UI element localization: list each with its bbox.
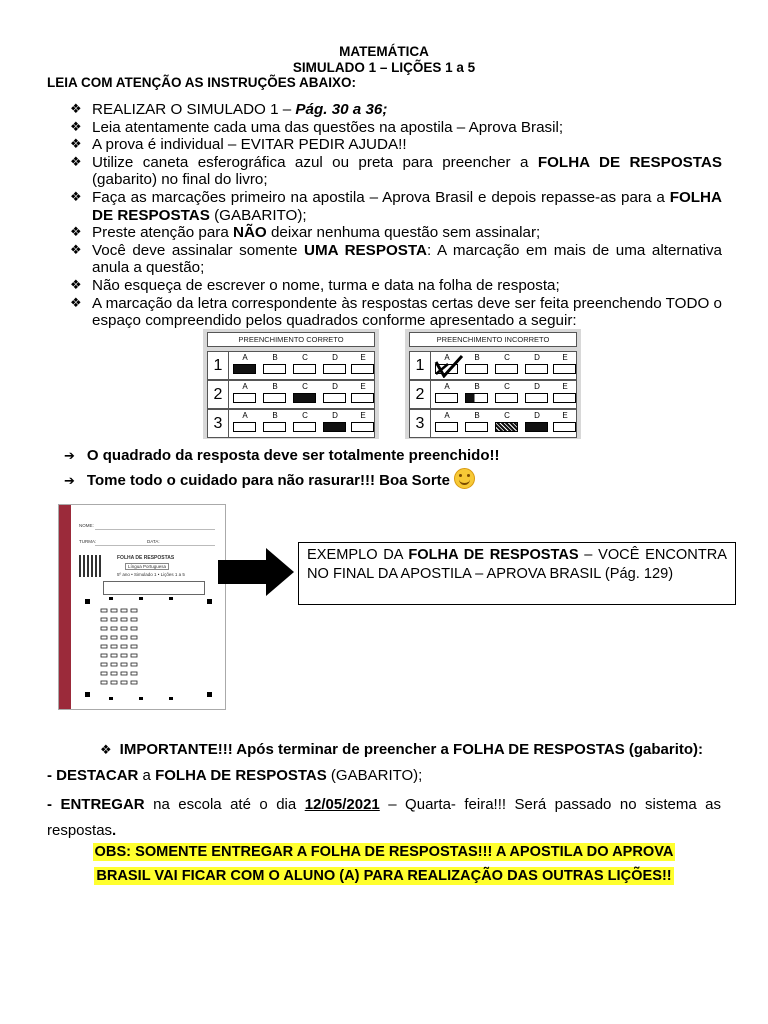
answer-box-scribbled	[495, 422, 518, 432]
option-letter: C	[302, 382, 308, 391]
example-row	[207, 351, 375, 380]
answer-box	[233, 393, 256, 403]
detach-instruction: - DESTACAR a FOLHA DE RESPOSTAS (GABARITO);	[47, 767, 423, 784]
option-letter: A	[242, 353, 248, 362]
answer-box	[553, 364, 576, 374]
big-arrow-right-icon	[216, 546, 296, 598]
answer-box	[435, 422, 458, 432]
list-item: ❖ A prova é individual – EVITAR PEDIR AJUDA!!	[70, 136, 722, 154]
example-row	[409, 380, 577, 409]
answer-box	[465, 422, 488, 432]
answer-box	[525, 393, 548, 403]
answer-box	[495, 393, 518, 403]
option-letter: E	[562, 411, 568, 420]
option-letter: B	[272, 411, 278, 420]
option-letter: C	[504, 353, 510, 362]
answer-box	[351, 422, 374, 432]
answer-box	[233, 422, 256, 432]
list-item: ❖ Você deve assinalar somente UMA RESPOSTA: A marcação em mais de uma alternativa anula a questão;	[70, 242, 722, 277]
option-letter: A	[242, 411, 248, 420]
list-item: ❖ Faça as marcações primeiro na apostila – Aprova Brasil e depois repasse-as para a FOLHA DE RESPOSTAS (GABARITO);	[70, 189, 722, 224]
option-letter: D	[534, 353, 540, 362]
answer-box	[465, 364, 488, 374]
answer-box	[495, 364, 518, 374]
instructions-list	[70, 101, 722, 330]
subject-title: MATEMÁTICA	[339, 44, 429, 59]
option-letter: D	[534, 382, 540, 391]
incorrect-fill-title: PREENCHIMENTO INCORRETO	[409, 332, 577, 347]
option-letter: C	[504, 411, 510, 420]
smiley-icon	[454, 468, 475, 489]
option-letter: D	[332, 382, 338, 391]
answer-box	[553, 393, 576, 403]
important-heading: ❖ IMPORTANTE!!! Após terminar de preencher a FOLHA DE RESPOSTAS (gabarito):	[100, 741, 704, 758]
option-letter: D	[534, 411, 540, 420]
row-number: 3	[208, 410, 229, 437]
answer-box	[323, 364, 346, 374]
arrow-right-icon: ➔	[64, 474, 75, 489]
diamond-bullet-icon: ❖	[100, 743, 112, 758]
answer-sheet-note-box: EXEMPLO DA FOLHA DE RESPOSTAS – VOCÊ ENCONTRA NO FINAL DA APOSTILA – APROVA BRASIL (Pág. 129)	[298, 542, 736, 605]
sheet-side-stripe	[59, 505, 71, 709]
answer-box	[435, 393, 458, 403]
option-letter: D	[332, 353, 338, 362]
correct-fill-example	[203, 329, 379, 439]
sheet-title: FOLHA DE RESPOSTAS	[117, 555, 175, 561]
row-number: 2	[410, 381, 431, 408]
row-number: 1	[410, 352, 431, 379]
sheet-date-label: DATA:	[147, 539, 160, 544]
list-item: ❖ Leia atentamente cada uma das questões na apostila – Aprova Brasil;	[70, 119, 722, 137]
example-row	[409, 409, 577, 438]
answer-box-filled	[323, 422, 346, 432]
option-letter: A	[242, 382, 248, 391]
answer-box	[525, 364, 548, 374]
row-number: 3	[410, 410, 431, 437]
sheet-course: 5º ano • Simulado 1 • Lições 1 a 5	[117, 572, 185, 577]
sheet-name-label: NOME:	[79, 523, 94, 528]
list-item: ❖ A marcação da letra correspondente às respostas certas deve ser feita preenchendo TODO o espaço compreendido pelos quadrados conforme apresentado a seguir:	[70, 295, 722, 330]
arrow-right-icon: ➔	[64, 449, 75, 464]
option-letter: B	[474, 382, 480, 391]
option-letter: A	[444, 411, 450, 420]
answer-box	[263, 393, 286, 403]
row-number: 1	[208, 352, 229, 379]
option-letter: B	[272, 353, 278, 362]
answer-box	[263, 422, 286, 432]
answer-box-partial	[465, 393, 488, 403]
option-letter: C	[504, 382, 510, 391]
list-item: ❖ Utilize caneta esferográfica azul ou preta para preencher a FOLHA DE RESPOSTAS (gabarito) no final do livro;	[70, 154, 722, 189]
correct-fill-title: PREENCHIMENTO CORRETO	[207, 332, 375, 347]
sheet-sample-box	[103, 581, 205, 595]
answer-box	[553, 422, 576, 432]
note-no-erasing: ➔ Tome todo o cuidado para não rasurar!!! Boa Sorte	[64, 468, 475, 489]
option-letter: B	[474, 411, 480, 420]
option-letter: C	[302, 411, 308, 420]
answer-box	[293, 422, 316, 432]
example-row	[409, 351, 577, 380]
answer-box	[263, 364, 286, 374]
option-letter: A	[444, 353, 450, 362]
sheet-class-label: TURMA:	[79, 539, 97, 544]
option-letter: E	[562, 382, 568, 391]
example-row	[207, 380, 375, 409]
example-row	[207, 409, 375, 438]
answer-box-filled	[293, 393, 316, 403]
answer-box	[351, 364, 374, 374]
option-letter: B	[474, 353, 480, 362]
list-item: ❖ Não esqueça de escrever o nome, turma e data na folha de resposta;	[70, 277, 722, 295]
option-letter: E	[360, 382, 366, 391]
sheet-answer-grid	[79, 597, 219, 703]
option-letter: D	[332, 411, 338, 420]
answer-sheet-thumbnail	[58, 504, 226, 710]
answer-box	[293, 364, 316, 374]
answer-box	[323, 393, 346, 403]
option-letter: C	[302, 353, 308, 362]
simulado-title: SIMULADO 1 – LIÇÕES 1 a 5	[292, 60, 476, 75]
answer-box-filled	[525, 422, 548, 432]
option-letter: A	[444, 382, 450, 391]
instructions-title: LEIA COM ATENÇÃO AS INSTRUÇÕES ABAIXO:	[47, 75, 357, 90]
option-letter: B	[272, 382, 278, 391]
list-item: ❖ Preste atenção para NÃO deixar nenhuma questão sem assinalar;	[70, 224, 722, 242]
option-letter: E	[360, 353, 366, 362]
obs-line-1: OBS: SOMENTE ENTREGAR A FOLHA DE RESPOSTAS!!! A APOSTILA DO APROVA	[94, 844, 674, 860]
row-number: 2	[208, 381, 229, 408]
option-letter: E	[562, 353, 568, 362]
answer-box-filled	[233, 364, 256, 374]
list-item: ❖ REALIZAR O SIMULADO 1 – Pág. 30 a 36;	[70, 101, 722, 119]
answer-box	[351, 393, 374, 403]
note-fill-completely: ➔ O quadrado da resposta deve ser totalmente preenchido!!	[64, 447, 500, 464]
qr-code-icon	[79, 555, 101, 577]
option-letter: E	[360, 411, 366, 420]
sheet-subtitle: Língua Portuguesa	[125, 563, 169, 570]
incorrect-fill-example	[405, 329, 581, 439]
obs-line-2: BRASIL VAI FICAR COM O ALUNO (A) PARA REALIZAÇÃO DAS OUTRAS LIÇÕES!!	[96, 868, 672, 884]
deliver-instruction: - ENTREGAR na escola até o dia 12/05/2021 – Quarta- feira!!! Será passado no sistema as respostas.	[47, 796, 721, 839]
checkmark-icon	[434, 354, 464, 378]
